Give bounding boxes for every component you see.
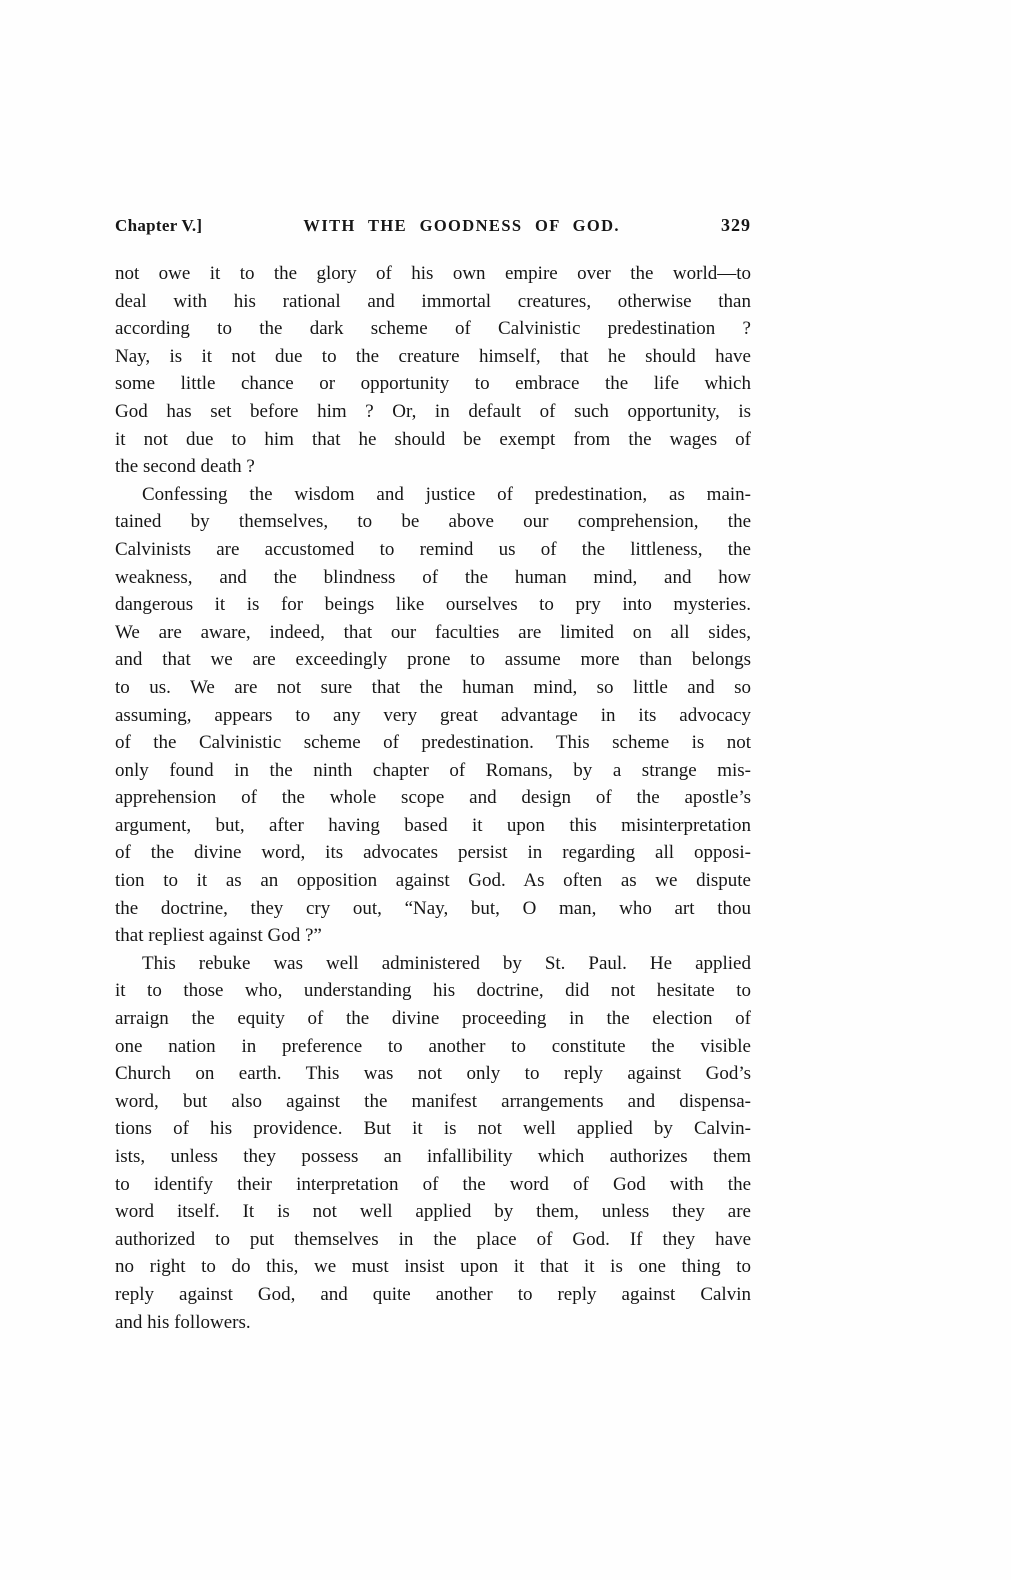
- text-line: the second death ?: [115, 456, 255, 478]
- text-line: it to those who, understanding his doctrine, did not hesitate to: [115, 980, 751, 1002]
- chapter-label: Chapter V.]: [115, 216, 203, 235]
- text-line: arraign the equity of the divine proceeding in the election of: [115, 1008, 751, 1030]
- text-line: tained by themselves, to be above our comprehension, the: [115, 511, 751, 533]
- page-body: [115, 260, 751, 1336]
- text-line: that repliest against God ?”: [115, 925, 322, 947]
- text-line: argument, but, after having based it upon this misinterpretation: [115, 814, 751, 836]
- text-line: We are aware, indeed, that our faculties are limited on all sides,: [115, 621, 751, 643]
- text-line: and that we are exceedingly prone to assume more than belongs: [115, 649, 751, 671]
- text-line: Calvinists are accustomed to remind us of the littleness, the: [115, 538, 751, 560]
- text-line: word itself. It is not well applied by them, unless they are: [115, 1201, 751, 1223]
- text-line: only found in the ninth chapter of Romans, by a strange mis-: [115, 759, 751, 781]
- page-title: WITH THE GOODNESS OF GOD.: [303, 216, 620, 235]
- text-line: to identify their interpretation of the word of God with the: [115, 1173, 751, 1195]
- text-line: tion to it as an opposition against God. As often as we dispute: [115, 870, 751, 892]
- text-line: deal with his rational and immortal creatures, otherwise than: [115, 290, 751, 312]
- text-line: no right to do this, we must insist upon it that it is one thing to: [115, 1256, 751, 1278]
- text-line: Confessing the wisdom and justice of predestination, as main-: [142, 483, 751, 505]
- text-line: weakness, and the blindness of the human mind, and how: [115, 566, 751, 588]
- text-line: the doctrine, they cry out, “Nay, but, O man, who art thou: [115, 897, 751, 919]
- text-line: and his followers.: [115, 1311, 251, 1333]
- text-line: of the Calvinistic scheme of predestination. This scheme is not: [115, 732, 751, 754]
- text-line: reply against God, and quite another to reply against Calvin: [115, 1283, 751, 1305]
- text-line: of the divine word, its advocates persist in regarding all opposi-: [115, 842, 751, 864]
- text-line: tions of his providence. But it is not well applied by Calvin-: [115, 1118, 751, 1140]
- text-line: ists, unless they possess an infallibility which authorizes them: [115, 1146, 751, 1167]
- text-line: assuming, appears to any very great advantage in its advocacy: [115, 704, 751, 726]
- text-line: to us. We are not sure that the human mind, so little and so: [115, 676, 751, 698]
- text-line: Nay, is it not due to the creature himself, that he should have: [115, 345, 751, 367]
- text-line: authorized to put themselves in the place of God. If they have: [115, 1228, 751, 1250]
- running-header: [115, 215, 751, 236]
- text-line: one nation in preference to another to constitute the visible: [115, 1035, 751, 1057]
- text-line: word, but also against the manifest arrangements and dispensa-: [115, 1090, 751, 1112]
- text-line: This rebuke was well administered by St. Paul. He applied: [142, 952, 751, 974]
- text-line: some little chance or opportunity to embrace the life which: [115, 373, 751, 395]
- text-line: according to the dark scheme of Calvinistic predestination ?: [115, 318, 751, 340]
- text-line: Church on earth. This was not only to reply against God’s: [115, 1063, 751, 1085]
- text-line: not owe it to the glory of his own empire over the world—to: [115, 263, 751, 284]
- text-line: God has set before him ? Or, in default of such opportunity, is: [115, 400, 751, 422]
- text-line: dangerous it is for beings like ourselves to pry into mysteries.: [115, 594, 751, 616]
- page-number: 329: [720, 215, 751, 235]
- text-line: it not due to him that he should be exempt from the wages of: [115, 428, 751, 450]
- text-line: apprehension of the whole scope and design of the apostle’s: [115, 787, 751, 809]
